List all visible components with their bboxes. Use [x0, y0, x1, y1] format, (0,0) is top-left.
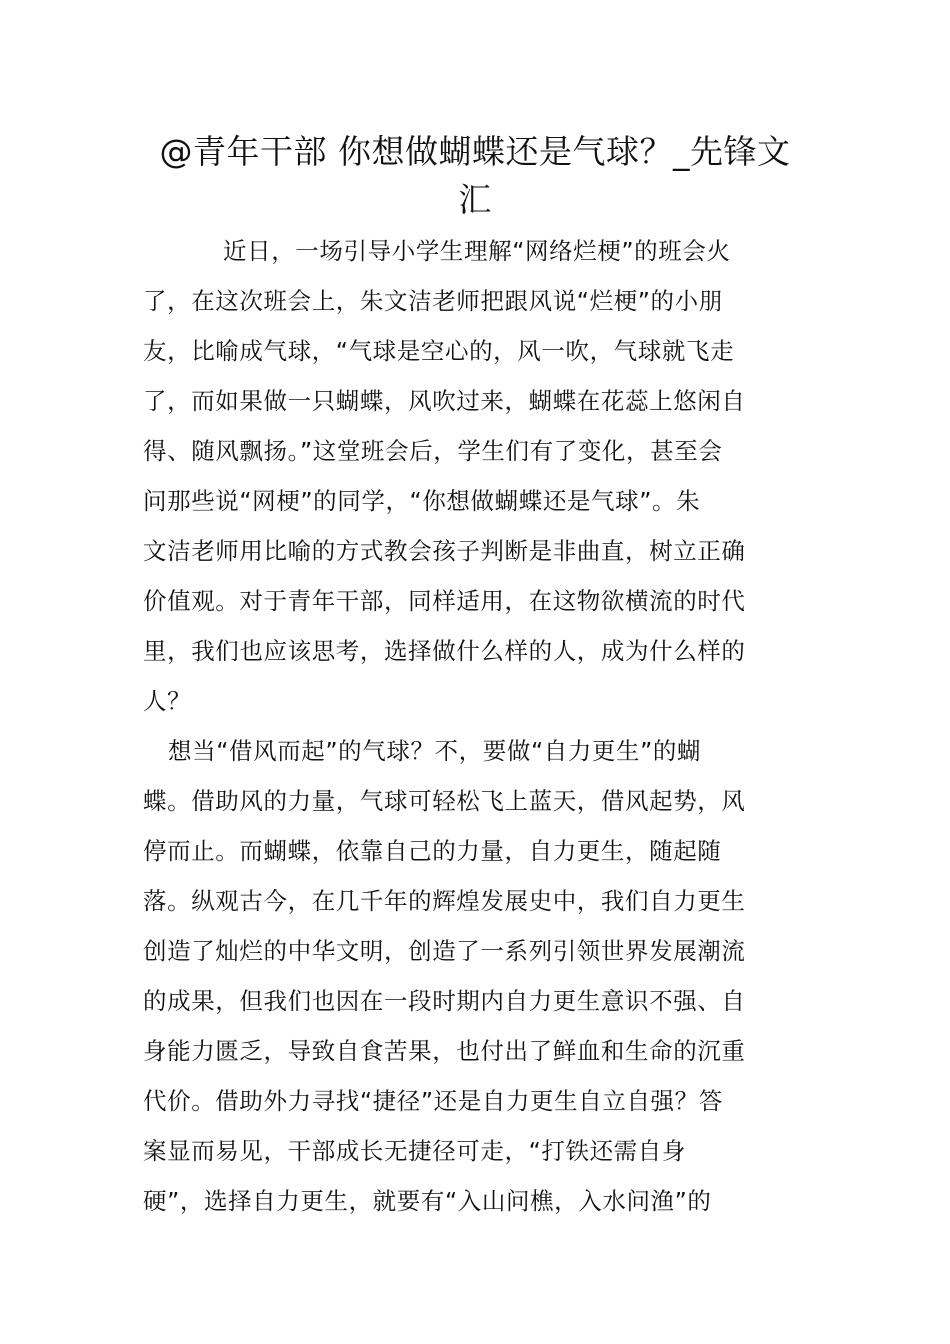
text-line: 蝶。借助风的力量，气球可轻松飞上蓝天，借风起势，风: [143, 787, 746, 815]
paragraph-1: [143, 226, 808, 726]
text-line: 得、随风飘扬。”这堂班会后，学生们有了变化，甚至会: [143, 437, 723, 465]
text-line: 了，在这次班会上，朱文洁老师把跟风说“烂梗”的小朋: [143, 287, 723, 315]
text-line: 价值观。对于青年干部，同样适用，在这物欲横流的时代: [143, 587, 746, 615]
text-line: 案显而易见，干部成长无捷径可走，“打铁还需自身: [143, 1137, 686, 1165]
text-line: 的成果，但我们也因在一段时期内自力更生意识不强、自: [143, 987, 746, 1015]
text-line: 了，而如果做一只蝴蝶，风吹过来，蝴蝶在花蕊上悠闲自: [143, 387, 746, 415]
text-line: 近日，一场引导小学生理解“网络烂梗”的班会火: [223, 237, 731, 265]
title-line: @青年干部 你想做蝴蝶还是气球？_先锋文: [159, 132, 791, 171]
text-line: 落。纵观古今，在几千年的辉煌发展史中，我们自力更生: [143, 887, 746, 915]
text-line: 问那些说“网梗”的同学，“你想做蝴蝶还是气球”。朱: [143, 487, 701, 515]
paragraph-2: [143, 726, 808, 1226]
title-line: 汇: [458, 180, 492, 219]
document-body: [143, 226, 808, 1226]
text-line: 代价。借助外力寻找“捷径”还是自力更生自立自强？答: [143, 1087, 723, 1115]
text-line: 创造了灿烂的中华文明，创造了一系列引领世界发展潮流: [143, 937, 746, 965]
document-title: [140, 128, 810, 224]
text-line: 身能力匮乏，导致自食苦果，也付出了鲜血和生命的沉重: [143, 1037, 746, 1065]
text-line: 想当“借风而起”的气球？不，要做“自力更生”的蝴: [168, 737, 702, 765]
text-line: 文洁老师用比喻的方式教会孩子判断是非曲直，树立正确: [143, 537, 746, 565]
text-line: 停而止。而蝴蝶，依靠自己的力量，自力更生，随起随: [143, 837, 722, 865]
text-line: 友，比喻成气球，“气球是空心的，风一吹，气球就飞走: [143, 337, 735, 365]
text-line: 里，我们也应该思考，选择做什么样的人，成为什么样的: [143, 637, 746, 665]
text-line: 人？: [143, 687, 192, 715]
text-line: 硬”，选择自力更生，就要有“入山问樵，入水问渔”的: [143, 1187, 712, 1215]
